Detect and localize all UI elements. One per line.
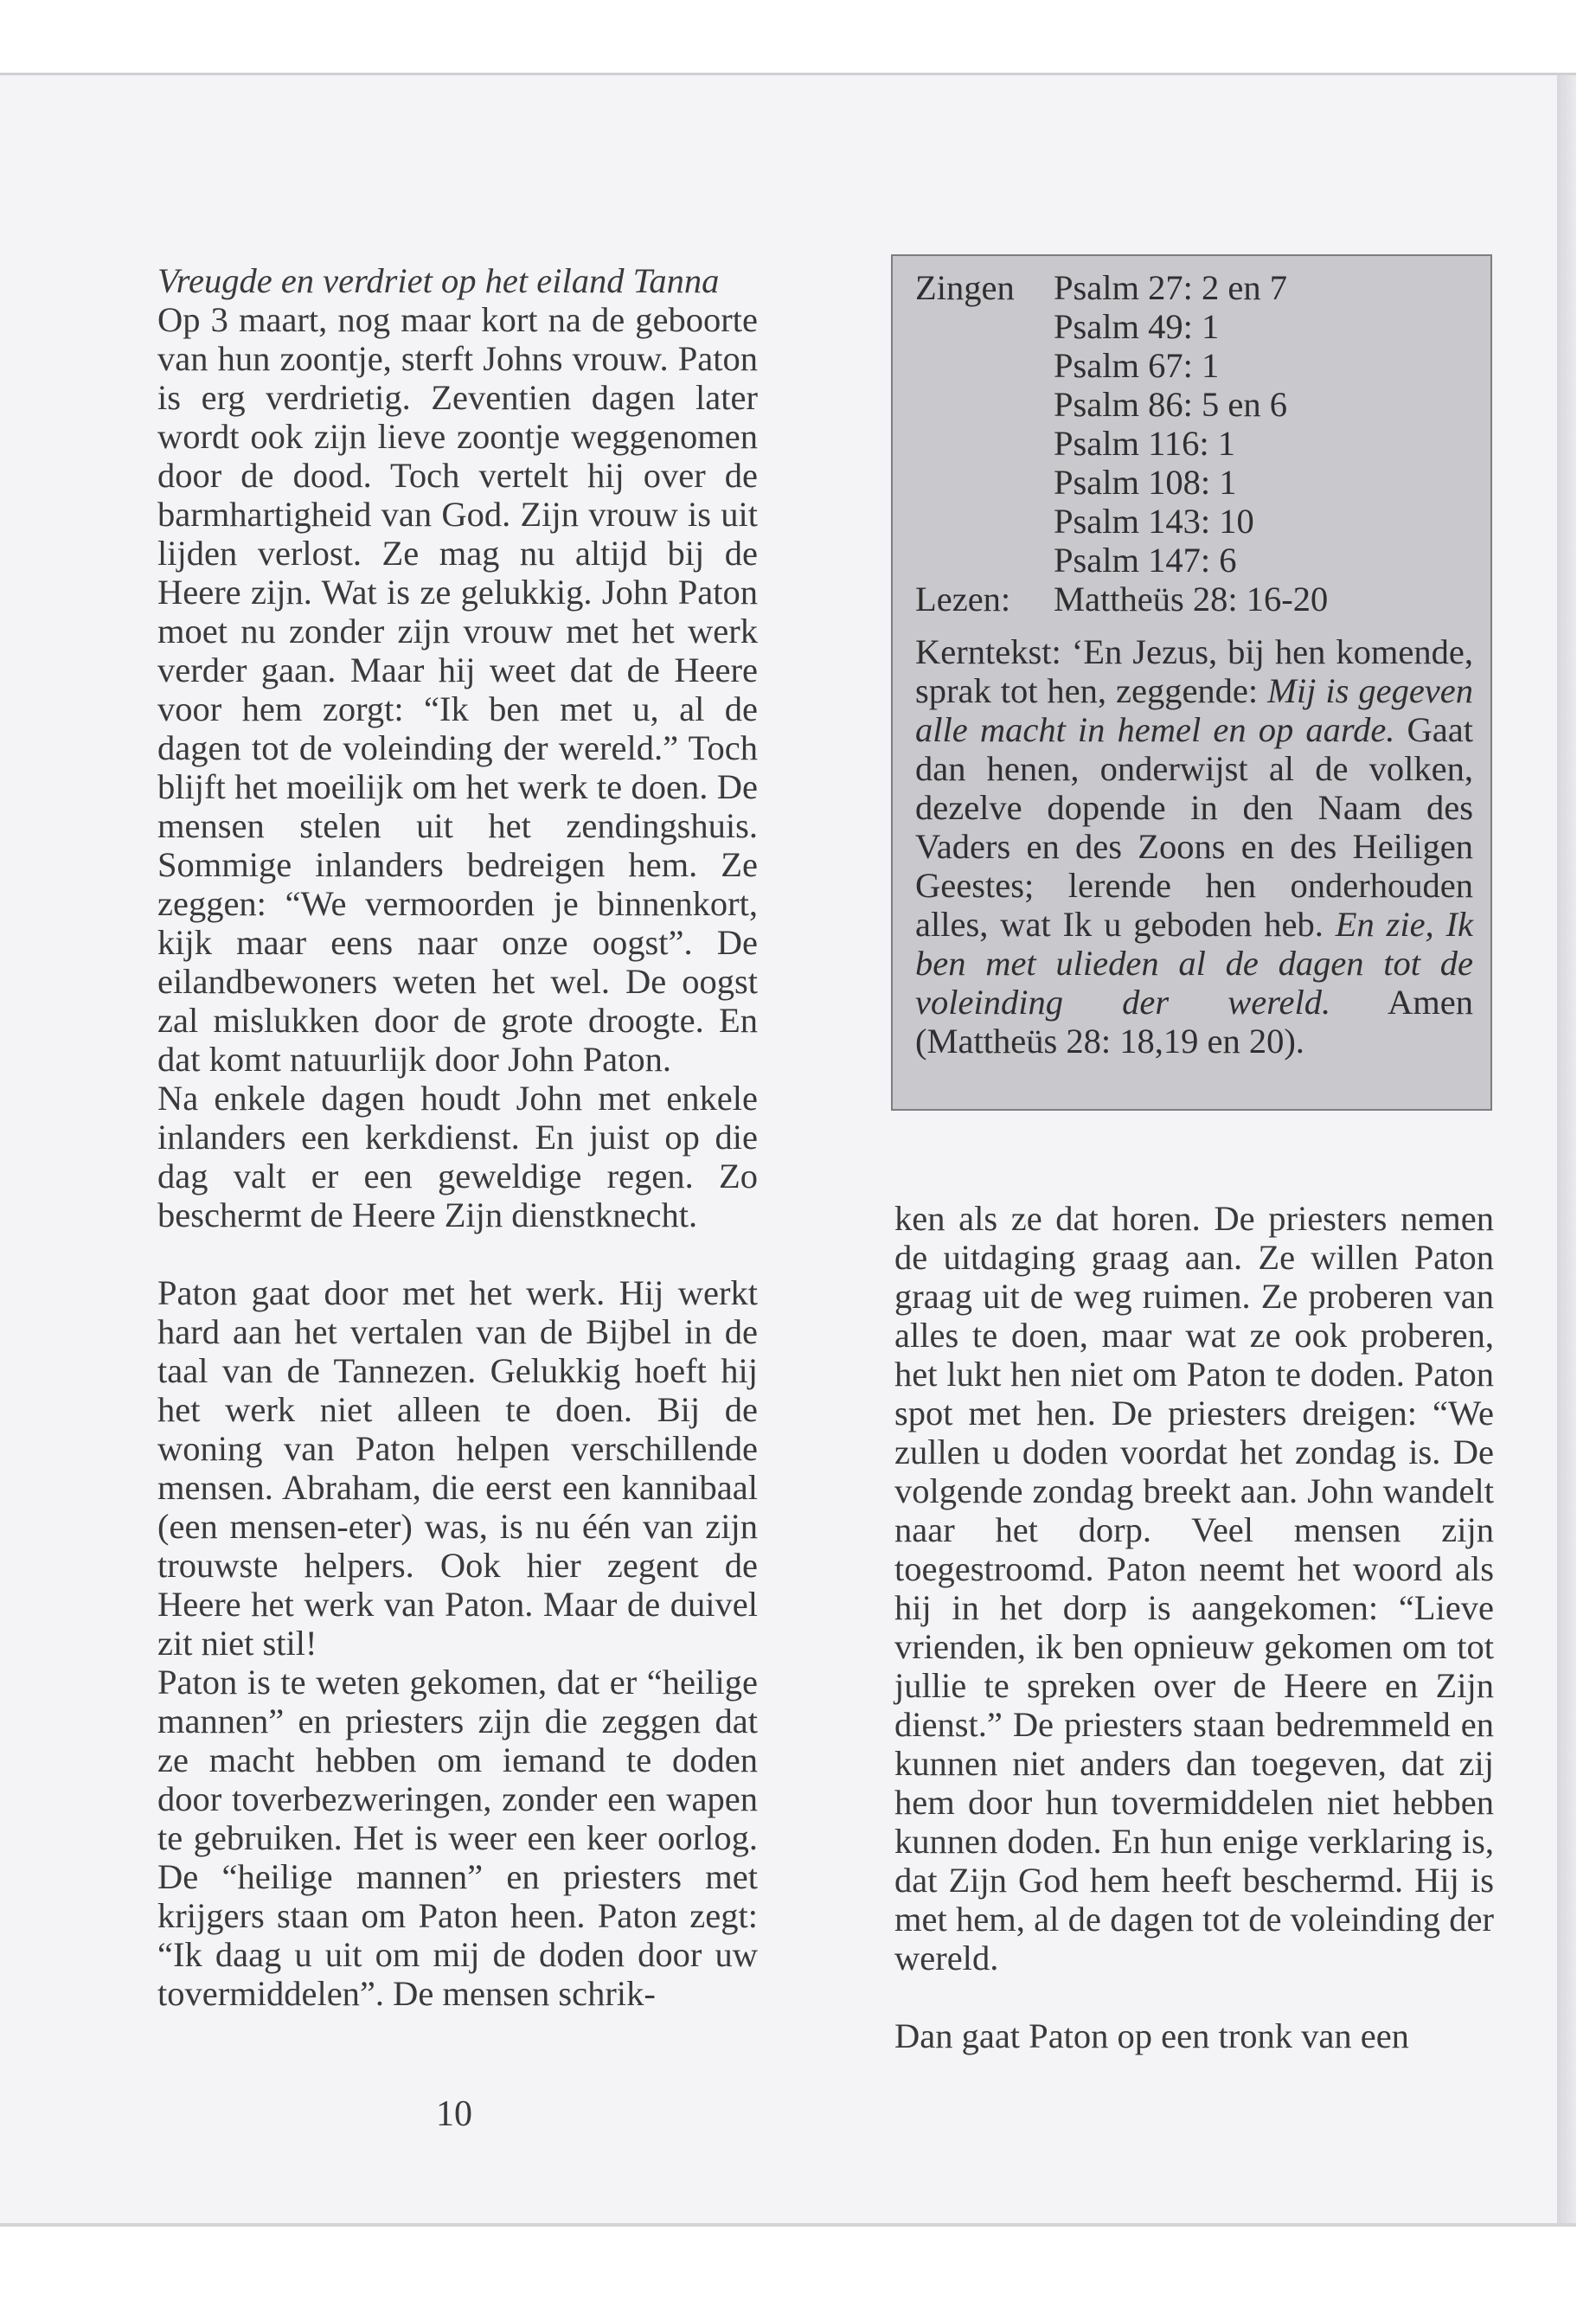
psalm-item: Psalm 67: 1 xyxy=(1054,346,1220,385)
psalm-item: Psalm 86: 5 en 6 xyxy=(1054,385,1287,424)
reading-schedule xyxy=(915,268,1473,619)
key-text-italic-2: En zie, Ik ben met ulieden al de dagen tot de voleinding der wereld. xyxy=(915,905,1473,1022)
right-paragraph-1: ken als ze dat horen. De priesters nemen de uitdaging graag aan. Ze willen Paton graag uit de weg ruimen. Ze proberen van alles te doen, maar wat ze ook proberen, het lukt hen niet om Paton te doden. Paton spot met hen. De priesters dreigen: “We zullen u doden voordat het zondag is. De volgende zondag breekt aan. John wandelt naar het dorp. Veel mensen zijn toegestroomd. Paton neemt het woord als hij in het dorp is aangekomen: “Lieve vrienden, ik ben opnieuw gekomen om tot jullie te spreken over de Heere en Zijn dienst.” De priesters staan bedremmeld en kunnen niet anders dan toegeven, dat zij hem door hun tovermiddelen niet hebben kunnen doden. En hun enige verklaring is, dat Zijn God hem heeft beschermd. Hij is met hem, al de dagen tot de voleinding der wereld. xyxy=(894,1199,1494,1977)
left-paragraph-2: Na enkele dagen houdt John met enkele inlanders een kerkdienst. En juist op die dag valt er een geweldige regen. Zo beschermt de Heere Zijn dienstknecht. xyxy=(157,1079,758,1234)
left-paragraph-3: Paton gaat door met het werk. Hij werkt hard aan het vertalen van de Bijbel in de taal van de Tannezen. Gelukkig hoeft hij het werk niet alleen te doen. Bij de woning van Paton helpen verschillende mensen. Abraham, die eerst een kannibaal (een mensen-eter) was, is nu één van zijn trouwste helpers. Ook hier zegent de Heere het werk van Paton. Maar de duivel zit niet stil! xyxy=(157,1273,758,1663)
key-text xyxy=(915,632,1473,1061)
page-bottom-edge xyxy=(0,2223,1576,2227)
psalm-item: Psalm 108: 1 xyxy=(1054,463,1237,502)
left-paragraph-1: Op 3 maart, nog maar kort na de geboorte van hun zoontje, sterft Johns vrouw. Paton is erg verdrietig. Zeventien dagen later wordt ook zijn lieve zoontje weggenomen door de dood. Toch vertelt hij over de barmhartigheid van God. Zijn vrouw is uit lijden verlost. Ze mag nu altijd bij de Heere zijn. Wat is ze gelukkig. John Paton moet nu zonder zijn vrouw met het werk verder gaan. Maar hij weet dat de Heere voor hem zorgt: “Ik ben met u, al de dagen tot de voleinding der wereld.” Toch blijft het moeilijk om het werk te doen. De mensen stelen uit het zendingshuis. Sommige inlanders bedreigen hem. Ze zeggen: “We vermoorden je binnenkort, kijk maar eens naar onze oogst”. De eilandbewoners weten het wel. De oogst zal mislukken door de grote droogte. En dat komt natuurlijk door John Paton. xyxy=(157,300,758,1079)
sing-label: Zingen xyxy=(915,268,1015,307)
scripture-box xyxy=(891,254,1492,1111)
psalm-item: Psalm 147: 6 xyxy=(1054,541,1237,580)
psalm-item: Psalm 49: 1 xyxy=(1054,307,1220,346)
psalm-item: Psalm 27: 2 en 7 xyxy=(1054,268,1287,307)
right-paragraph-2: Dan gaat Paton op een tronk van een xyxy=(894,2016,1409,2055)
right-column xyxy=(894,1199,1494,2055)
left-column xyxy=(157,261,758,2013)
page-right-edge xyxy=(1557,73,1576,2227)
page-top-edge xyxy=(0,73,1576,75)
key-text-end: Amen (Mattheüs 28: 18,19 en 20). xyxy=(915,983,1474,1061)
page-number: 10 xyxy=(436,2094,472,2134)
reading-passage: Mattheüs 28: 16-20 xyxy=(1054,580,1329,619)
key-text-italic-1: Mij is gegeven alle macht in hemel en op aarde. xyxy=(915,671,1473,749)
psalm-item: Psalm 116: 1 xyxy=(1054,424,1236,463)
key-text-middle: Gaat dan henen, onderwijst al de volken, dezelve dopende in den Naam des Vaders en des Zoons en des Heiligen Geestes; lerende hen onderhouden alles, wat Ik u geboden heb. xyxy=(915,710,1474,944)
read-label: Lezen: xyxy=(915,580,1011,619)
key-text-intro: Kerntekst: ‘En Jezus, bij hen komende, sprak tot hen, zeggende: xyxy=(915,632,1473,710)
left-paragraph-4: Paton is te weten gekomen, dat er “heilige mannen” en priesters zijn die zeggen dat ze macht hebben om iemand te doden door toverbezweringen, zonder een wapen te gebruiken. Het is weer een keer oorlog. De “heilige mannen” en priesters met krijgers staan om Paton heen. Paton zegt: “Ik daag u uit om mij de doden door uw tovermiddelen”. De mensen schrik- xyxy=(157,1663,758,2013)
section-heading: Vreugde en verdriet op het eiland Tanna xyxy=(157,261,720,300)
psalm-item: Psalm 143: 10 xyxy=(1054,502,1254,541)
